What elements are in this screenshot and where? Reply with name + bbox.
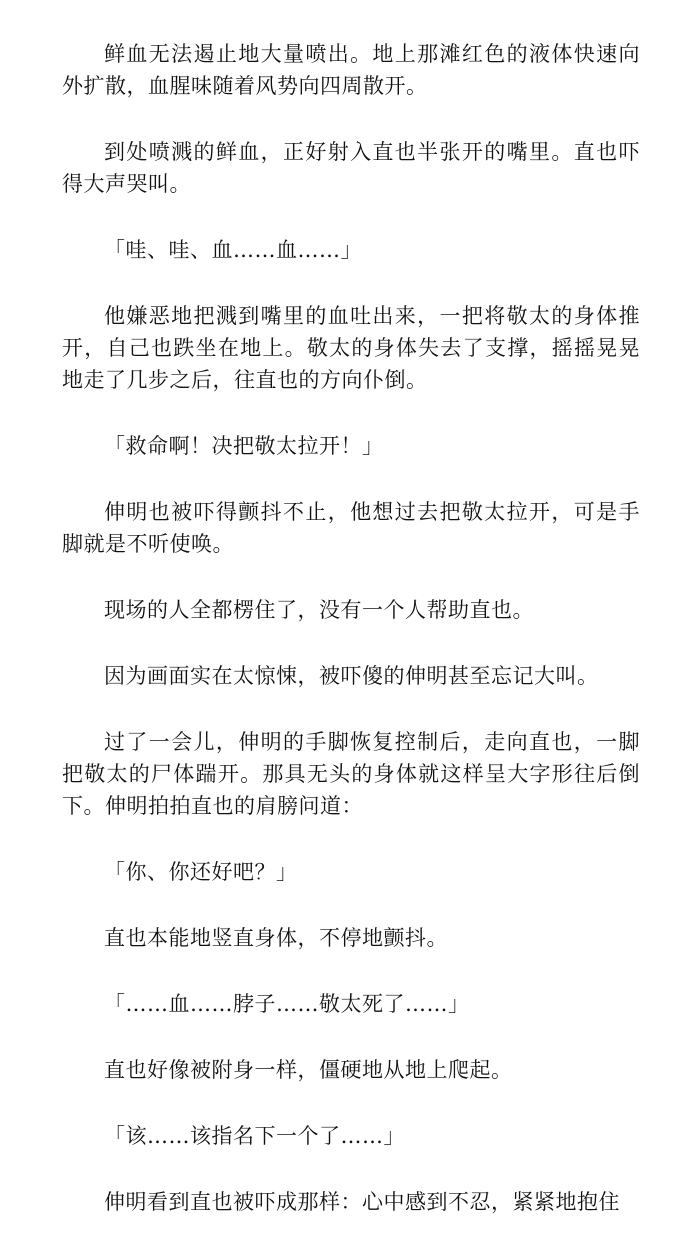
paragraph-8: 直也本能地竖直身体，不停地颤抖。 — [104, 926, 448, 950]
paragraph-4: 伸明也被吓得颤抖不止，他想过去把敬太拉开，可是手脚就是不听使唤。 — [62, 500, 640, 556]
paragraph-2: 到处喷溅的鲜血，正好射入直也半张开的嘴里。直也吓得大声哭叫。 — [62, 140, 640, 196]
paragraph-9: 直也好像被附身一样，僵硬地从地上爬起。 — [104, 1058, 513, 1082]
dialogue-line-1: 「哇、哇、血……血……」 — [104, 238, 362, 262]
dialogue-line-3: 「你、你还好吧？」 — [104, 860, 298, 884]
paragraph-7: 过了一会儿，伸明的手脚恢复控制后，走向直也，一脚把敬太的尸体踹开。那具无头的身体就这样呈大字形往后倒下。伸明拍拍直也的肩膀问道： — [62, 730, 640, 818]
dialogue-line-2: 「救命啊！决把敬太拉开！」 — [104, 434, 384, 458]
dialogue-line-4: 「……血……脖子……敬太死了……」 — [104, 992, 470, 1016]
paragraph-6: 因为画面实在太惊悚，被吓傻的伸明甚至忘记大叫。 — [104, 664, 599, 688]
paragraph-5: 现场的人全都楞住了，没有一个人帮助直也。 — [104, 598, 534, 622]
document-page — [62, 38, 640, 1252]
paragraph-1: 鲜血无法遏止地大量喷出。地上那滩红色的液体快速向外扩散，血腥味随着风势向四周散开。 — [62, 42, 640, 98]
dialogue-line-5: 「该……该指名下一个了……」 — [104, 1124, 405, 1148]
paragraph-10: 伸明看到直也被吓成那样：心中感到不忍，紧紧地抱住 — [104, 1190, 620, 1214]
paragraph-3: 他嫌恶地把溅到嘴里的血吐出来，一把将敬太的身体推开，自己也跌坐在地上。敬太的身体失去了支撑，摇摇晃晃地走了几步之后，往直也的方向仆倒。 — [62, 304, 640, 392]
